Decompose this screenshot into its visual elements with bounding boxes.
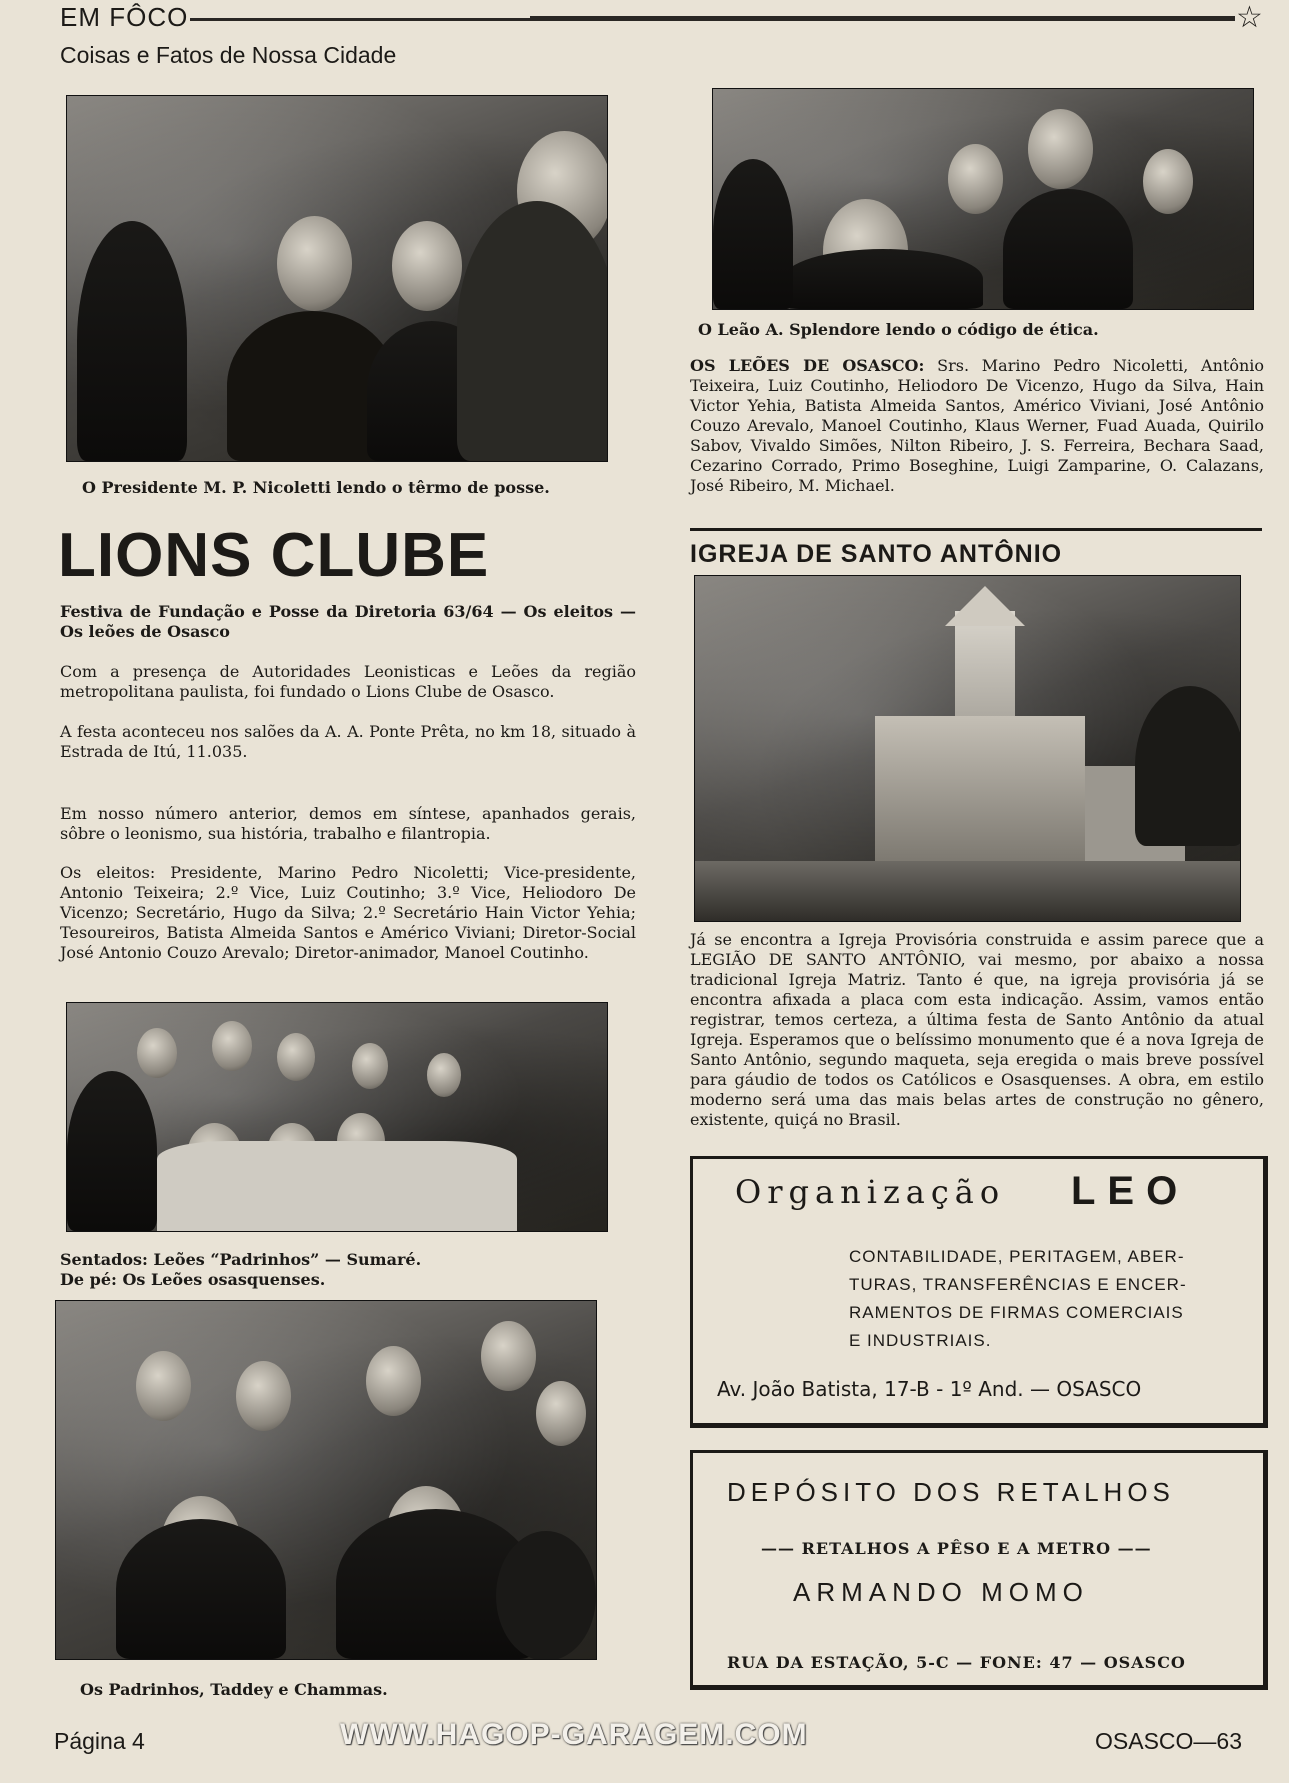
article-title: LIONS CLUBE <box>58 521 490 590</box>
header-rule <box>190 18 1235 21</box>
ad-text: RAMENTOS DE FIRMAS COMERCIAIS <box>849 1303 1184 1322</box>
ad-text: E INDUSTRIAIS. <box>849 1331 992 1350</box>
photo-caption: De pé: Os Leões osasquenses. <box>60 1270 326 1289</box>
photo-church <box>694 575 1241 922</box>
ad-title: Organização <box>735 1173 1006 1211</box>
ad-address: Av. João Batista, 17-B - 1º And. — OSASCO <box>717 1377 1142 1401</box>
photo-splendore-reading <box>712 88 1254 310</box>
ad-name: ARMANDO MOMO <box>793 1577 1089 1607</box>
photo-caption: O Leão A. Splendore lendo o código de ética. <box>698 320 1099 339</box>
section-title: EM FÔCO <box>60 2 189 32</box>
members-label: OS LEÕES DE OSASCO: <box>690 356 925 375</box>
ad-title: DEPÓSITO DOS RETALHOS <box>727 1477 1175 1507</box>
photo-president-reading <box>66 95 608 462</box>
paragraph: Os eleitos: Presidente, Marino Pedro Nicoletti; Vice-presidente, Antonio Teixeira; 2.º Vice, Luiz Coutinho; 3.º Vice, Heliodoro De Vicenzo; Secretário, Hugo da Silva; 2.º Secretário Hain Victor Yehia; Tesoureiros, Batista Almeida Santos e Américo Viviani; Diretor-Social José Antonio Couzo Arevalo; Diretor-animador, Manoel Coutinho. <box>60 863 636 962</box>
header-rule-2 <box>530 16 1235 18</box>
ad-text: CONTABILIDADE, PERITAGEM, ABER- <box>849 1247 1185 1266</box>
paragraph: Com a presença de Autoridades Leonisticas e Leões da região metropolitana paulista, foi fundado o Lions Clube de Osasco. <box>60 662 636 701</box>
paragraph: A festa aconteceu nos salões da A. A. Ponte Prêta, no km 18, situado à Estrada de Itú, 11.035. <box>60 722 636 761</box>
article-title: IGREJA DE SANTO ANTÔNIO <box>690 540 1063 568</box>
members-text: Srs. Marino Pedro Nicoletti, Antônio Teixeira, Luiz Coutinho, Heliodoro De Vicenzo, Hugo da Silva, Hain Victor Yehia, Batista Almeida Santos, Américo Viviani, José Antônio Couzo Arevalo, Manoel Coutinho, Klaus Werner, Fuad Auada, Quirilo Sabov, Vivaldo Simões, Nilton Ribeiro, J. S. Ferreira, Bechara Saad, Cezarino Corrado, Primo Boseghine, Luigi Zamparine, O. Calazans, José Ribeiro, M. Michael. <box>690 356 1265 495</box>
paragraph: Já se encontra a Igreja Provisória construida e assim parece que a LEGIÃO DE SANTO ANTÔNIO, vai mesmo, por abaixo a nossa tradicional Igreja Matriz. Tanto é que, na igreja provisória já se encontra afixada a placa com esta indicação. Assim, vamos então registrar, temos certeza, a última festa de Santo Antônio da atual Igreja. Esperamos que o belíssimo monumento que é a nova Igreja de Santo Antônio, segundo maqueta, seja eregida o mais breve possível para gáudio de todos os Católicos e Osasquenses. A obra, em estilo moderno será uma das mais belas artes de construção no gênero, existente, quiçá no Brasil. <box>690 930 1264 1129</box>
ad-text: TURAS, TRANSFERÊNCIAS E ENCER- <box>849 1275 1187 1294</box>
members-list <box>690 356 1264 496</box>
article-subhead: Festiva de Fundação e Posse da Diretoria 63/64 — Os eleitos — Os leões de Osasco <box>60 602 636 641</box>
page-number: Página 4 <box>54 1728 145 1754</box>
ad-brand: LEO <box>1071 1169 1190 1213</box>
section-subtitle: Coisas e Fatos de Nossa Cidade <box>60 42 397 68</box>
photo-banquet <box>66 1002 608 1232</box>
watermark-url: WWW.HAGOP-GARAGEM.COM <box>340 1718 808 1751</box>
ad-address: RUA DA ESTAÇÃO, 5-C — FONE: 47 — OSASCO <box>727 1653 1186 1672</box>
issue-label: OSASCO—63 <box>1095 1728 1242 1754</box>
ad-deposito-retalhos <box>690 1450 1268 1690</box>
ad-organizacao-leo <box>690 1156 1268 1428</box>
star-icon: ☆ <box>1236 0 1263 35</box>
photo-godfathers <box>55 1300 597 1660</box>
photo-caption: O Presidente M. P. Nicoletti lendo o têrmo de posse. <box>82 478 550 497</box>
section-rule <box>690 528 1262 531</box>
paragraph: Em nosso número anterior, demos em síntese, apanhados gerais, sôbre o leonismo, sua história, trabalho e filantropia. <box>60 804 636 843</box>
photo-caption: Sentados: Leões “Padrinhos” — Sumaré. <box>60 1250 422 1269</box>
photo-caption: Os Padrinhos, Taddey e Chammas. <box>80 1680 388 1699</box>
ad-tagline: —— RETALHOS A PÊSO E A METRO —— <box>761 1539 1152 1558</box>
